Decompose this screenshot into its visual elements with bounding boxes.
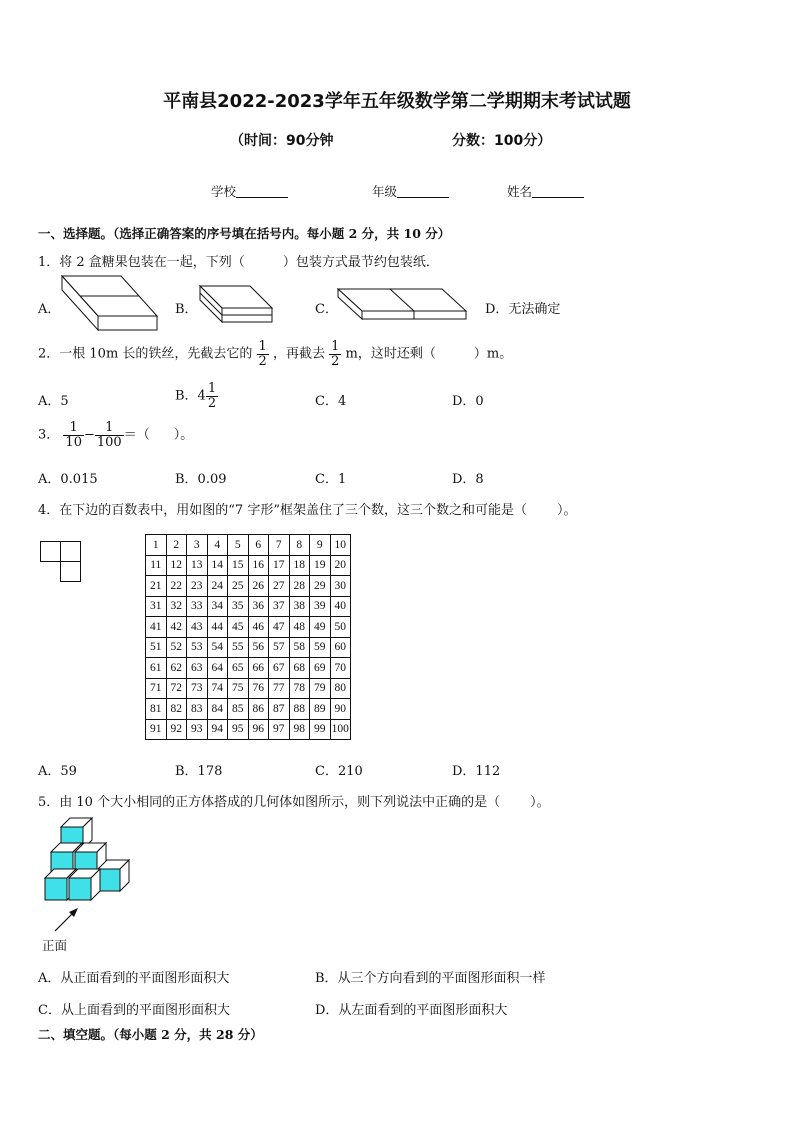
cube-stack-figure: [40, 815, 130, 915]
table-row: [146, 576, 351, 597]
q4-option-a[interactable]: A．59: [38, 764, 77, 779]
grid-cell: 81: [146, 699, 167, 720]
grid-cell: 71: [146, 678, 167, 699]
grid-cell: 80: [330, 678, 351, 699]
q5-option-d[interactable]: D．从左面看到的平面图形面积大: [315, 1003, 508, 1018]
grid-cell: 2: [166, 535, 187, 556]
grid-cell: 100: [330, 719, 351, 740]
grid-cell: 5: [228, 535, 249, 556]
grid-cell: 92: [166, 719, 187, 740]
q3-stem: 3． $\frac{1}{10}$ − $\frac{1}{100}$ ＝（ ）。: [38, 420, 194, 450]
grid-cell: 6: [248, 535, 269, 556]
table-row: [146, 535, 351, 556]
q2-option-d[interactable]: D．0: [452, 394, 484, 409]
school-label: 学校: [211, 184, 237, 199]
q2-option-a[interactable]: A．5: [38, 394, 69, 409]
grid-cell: 87: [269, 699, 290, 720]
grid-cell: 57: [269, 637, 290, 658]
grid-cell: 33: [187, 596, 208, 617]
q1-option-c[interactable]: C．: [315, 302, 338, 317]
q4-stem: 4．在下边的百数表中，用如图的“7 字形”框架盖住了三个数，这三个数之和可能是（ ）。: [38, 503, 577, 518]
grid-cell: 68: [289, 658, 310, 679]
grid-cell: 32: [166, 596, 187, 617]
cube: [98, 860, 129, 891]
grid-cell: 89: [310, 699, 331, 720]
grid-cell: 47: [269, 617, 290, 638]
grid-cell: 49: [310, 617, 331, 638]
q4-option-d[interactable]: D．112: [452, 764, 501, 779]
grid-cell: 97: [269, 719, 290, 740]
grid-cell: 38: [289, 596, 310, 617]
grid-cell: 58: [289, 637, 310, 658]
q1-figure-b: [198, 284, 278, 328]
grid-cell: 10: [330, 535, 351, 556]
grid-cell: 21: [146, 576, 167, 597]
grid-cell: 51: [146, 637, 167, 658]
grid-cell: 29: [310, 576, 331, 597]
grid-cell: 83: [187, 699, 208, 720]
grid-cell: 85: [228, 699, 249, 720]
grid-cell: 27: [269, 576, 290, 597]
grid-cell: 36: [248, 596, 269, 617]
grid-cell: 99: [310, 719, 331, 740]
grid-cell: 82: [166, 699, 187, 720]
name-field[interactable]: [507, 182, 584, 200]
grid-cell: 19: [310, 555, 331, 576]
exam-time: （时间：90分钟: [230, 133, 334, 149]
grid-cell: 75: [228, 678, 249, 699]
table-row: [146, 617, 351, 638]
grid-cell: 48: [289, 617, 310, 638]
grid-cell: 94: [207, 719, 228, 740]
grid-cell: 93: [187, 719, 208, 740]
table-row: [146, 555, 351, 576]
grid-cell: 17: [269, 555, 290, 576]
grid-cell: 53: [187, 637, 208, 658]
grid-cell: 28: [289, 576, 310, 597]
grid-cell: 79: [310, 678, 331, 699]
grid-cell: 66: [248, 658, 269, 679]
grid-cell: 91: [146, 719, 167, 740]
name-label: 姓名: [507, 184, 533, 199]
grid-cell: 34: [207, 596, 228, 617]
grid-cell: 54: [207, 637, 228, 658]
grid-cell: 30: [330, 576, 351, 597]
grid-cell: 31: [146, 596, 167, 617]
grid-cell: 35: [228, 596, 249, 617]
table-row: [146, 678, 351, 699]
q3-option-d[interactable]: D．8: [452, 472, 484, 487]
grid-cell: 62: [166, 658, 187, 679]
grid-cell: 37: [269, 596, 290, 617]
grid-cell: 4: [207, 535, 228, 556]
grid-cell: 67: [269, 658, 290, 679]
grid-cell: 22: [166, 576, 187, 597]
grid-cell: 50: [330, 617, 351, 638]
hundred-table: [145, 534, 351, 740]
grid-cell: 3: [187, 535, 208, 556]
grid-cell: 69: [310, 658, 331, 679]
grid-cell: 16: [248, 555, 269, 576]
grid-cell: 14: [207, 555, 228, 576]
grid-cell: 72: [166, 678, 187, 699]
grid-cell: 95: [228, 719, 249, 740]
table-row: [146, 719, 351, 740]
q5-option-a[interactable]: A．从正面看到的平面图形面积大: [38, 971, 230, 986]
q4-option-c[interactable]: C．210: [315, 764, 363, 779]
grade-label: 年级: [372, 184, 398, 199]
grid-cell: 11: [146, 555, 167, 576]
cube: [69, 869, 100, 900]
grid-cell: 63: [187, 658, 208, 679]
q5-option-c[interactable]: C．从上面看到的平面图形面积大: [38, 1003, 230, 1018]
q3-option-c[interactable]: C．1: [315, 472, 347, 487]
grid-cell: 23: [187, 576, 208, 597]
q3-option-b[interactable]: B．0.09: [175, 472, 227, 487]
grid-cell: 1: [146, 535, 167, 556]
grade-field[interactable]: [372, 182, 449, 200]
section2-heading: 二、填空题。（每小题 2 分，共 28 分）: [38, 1027, 263, 1042]
grid-cell: 45: [228, 617, 249, 638]
q2-stem: 2．一根 10m 长的铁丝，先截去它的 $\frac{1}{2}$ ，再截去 $\frac{1}{2}$ m，这时还剩（ ）m。: [38, 339, 513, 369]
grid-cell: 96: [248, 719, 269, 740]
grid-cell: 73: [187, 678, 208, 699]
grid-cell: 64: [207, 658, 228, 679]
school-field[interactable]: [211, 182, 288, 200]
grid-cell: 7: [269, 535, 290, 556]
q5-stem: 5．由 10 个大小相同的正方体搭成的几何体如图所示，则下列说法中正确的是（ ）。: [38, 795, 550, 810]
grid-cell: 84: [207, 699, 228, 720]
q1-figure-c: [336, 287, 470, 323]
q1-option-b[interactable]: B．: [175, 302, 198, 317]
seven-shape-frame: [40, 541, 82, 583]
grid-cell: 78: [289, 678, 310, 699]
grid-cell: 90: [330, 699, 351, 720]
q2-option-c[interactable]: C．4: [315, 394, 347, 409]
grid-cell: 15: [228, 555, 249, 576]
grid-cell: 61: [146, 658, 167, 679]
grid-cell: 24: [207, 576, 228, 597]
grid-cell: 39: [310, 596, 331, 617]
grid-cell: 70: [330, 658, 351, 679]
exam-score: 分数：100分）: [452, 133, 552, 149]
grid-cell: 74: [207, 678, 228, 699]
q2-option-b[interactable]: B．4 $\frac{1}{2}$: [175, 381, 217, 411]
grid-cell: 44: [207, 617, 228, 638]
grid-cell: 41: [146, 617, 167, 638]
grid-cell: 40: [330, 596, 351, 617]
grid-cell: 18: [289, 555, 310, 576]
grid-cell: 76: [248, 678, 269, 699]
grid-cell: 56: [248, 637, 269, 658]
grid-cell: 42: [166, 617, 187, 638]
grid-cell: 12: [166, 555, 187, 576]
table-row: [146, 658, 351, 679]
front-label: 正面: [42, 938, 68, 953]
q4-option-b[interactable]: B．178: [175, 764, 223, 779]
section1-heading: 一、选择题。（选择正确答案的序号填在括号内。每小题 2 分，共 10 分）: [38, 226, 451, 241]
grid-cell: 59: [310, 637, 331, 658]
table-row: [146, 637, 351, 658]
grid-cell: 9: [310, 535, 331, 556]
grid-cell: 13: [187, 555, 208, 576]
grid-cell: 46: [248, 617, 269, 638]
front-arrow-icon: [52, 904, 82, 934]
grid-cell: 55: [228, 637, 249, 658]
q1-figure-a: [60, 274, 160, 334]
q1-stem: 1．将 2 盒糖果包装在一起，下列（ ）包装方式最节约包装纸．: [38, 255, 439, 270]
q1-option-d[interactable]: D．无法确定: [485, 302, 561, 317]
grid-cell: 77: [269, 678, 290, 699]
grid-cell: 43: [187, 617, 208, 638]
page-title: 平南县2022-2023学年五年级数学第二学期期末考试试题: [163, 91, 631, 112]
grid-cell: 26: [248, 576, 269, 597]
q5-option-b[interactable]: B．从三个方向看到的平面图形面积一样: [315, 971, 546, 986]
grid-cell: 25: [228, 576, 249, 597]
grid-cell: 98: [289, 719, 310, 740]
grid-cell: 86: [248, 699, 269, 720]
grid-cell: 88: [289, 699, 310, 720]
table-row: [146, 596, 351, 617]
grid-cell: 60: [330, 637, 351, 658]
grid-cell: 20: [330, 555, 351, 576]
grid-cell: 8: [289, 535, 310, 556]
table-row: [146, 699, 351, 720]
grid-cell: 52: [166, 637, 187, 658]
grid-cell: 65: [228, 658, 249, 679]
q3-option-a[interactable]: A．0.015: [38, 472, 98, 487]
q1-option-a[interactable]: A．: [38, 302, 61, 317]
